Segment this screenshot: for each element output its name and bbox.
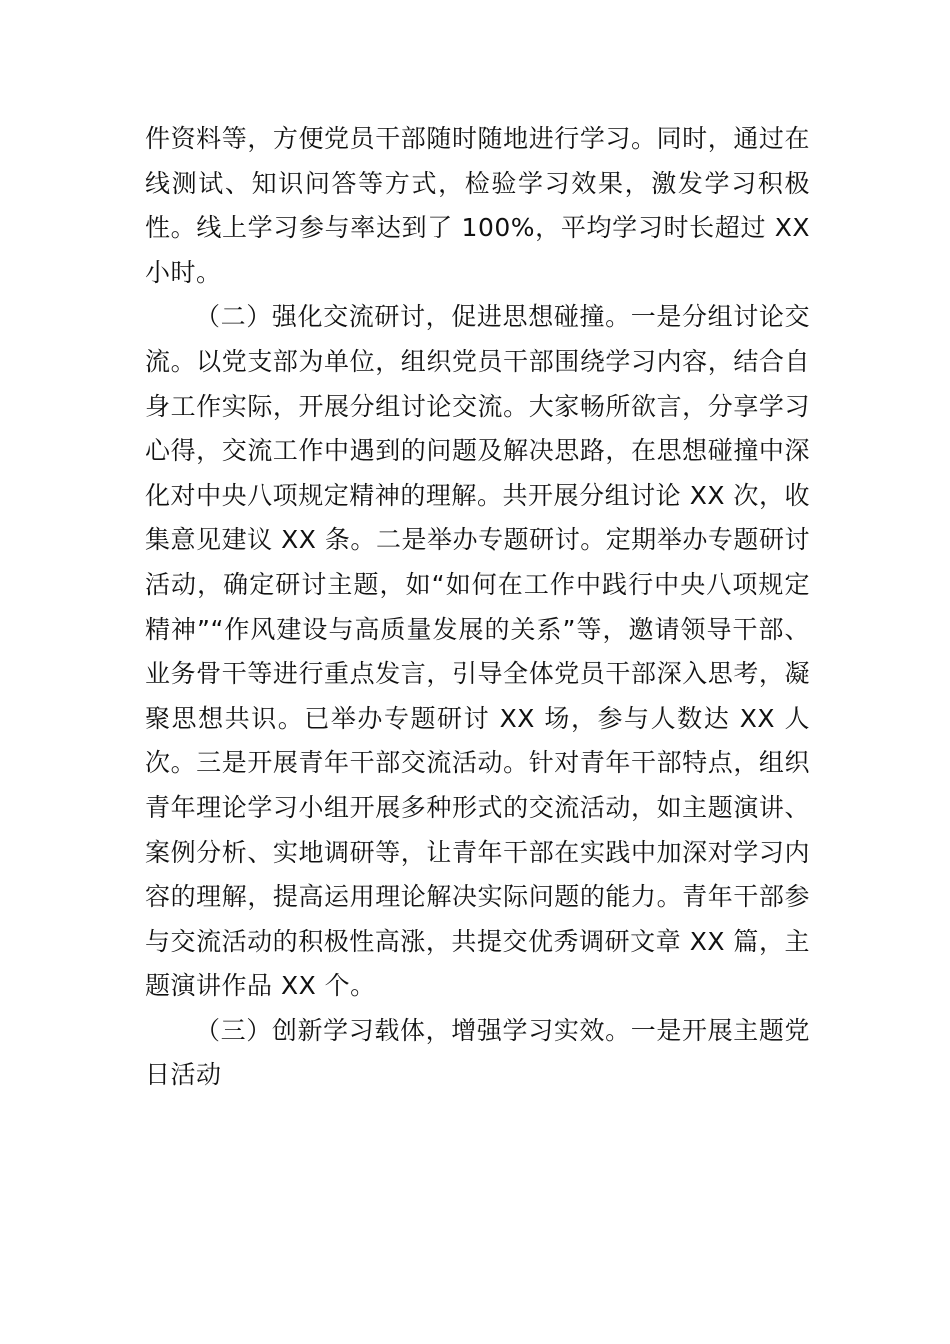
paragraph-section-two: （二）强化交流研讨，促进思想碰撞。一是分组讨论交流。以党支部为单位，组织党员干部围绕学习内容，结合自身工作实际，开展分组讨论交流。大家畅所欲言，分享学习心得，交流工作中遇到的问题及解决思路，在思想碰撞中深化对中央八项规定精神的理解。共开展分组讨论 XX 次，收集意见建议 XX 条。二是举办专题研讨。定期举办专题研讨活动，确定研讨主题，如“如何在工作中践行中央八项规定精神”“作风建设与高质量发展的关系”等，邀请领导干部、业务骨干等进行重点发言，引导全体党员干部深入思考，凝聚思想共识。已举办专题研讨 XX 场，参与人数达 XX 人次。三是开展青年干部交流活动。针对青年干部特点，组织青年理论学习小组开展多种形式的交流活动，如主题演讲、案例分析、实地调研等，让青年干部在实践中加深对学习内容的理解，提高运用理论解决实际问题的能力。青年干部参与交流活动的积极性高涨，共提交优秀调研文章 XX 篇，主题演讲作品 XX 个。 — [145, 302, 810, 1001]
paragraph-section-three: （三）创新学习载体，增强学习实效。一是开展主题党日活动 — [145, 1015, 810, 1090]
paragraph-continuation: 件资料等，方便党员干部随时随地进行学习。同时，通过在线测试、知识问答等方式，检验学习效果，激发学习积极性。线上学习参与率达到了 100%，平均学习时长超过 XX 小时。 — [145, 124, 810, 287]
document-body — [145, 117, 810, 1098]
